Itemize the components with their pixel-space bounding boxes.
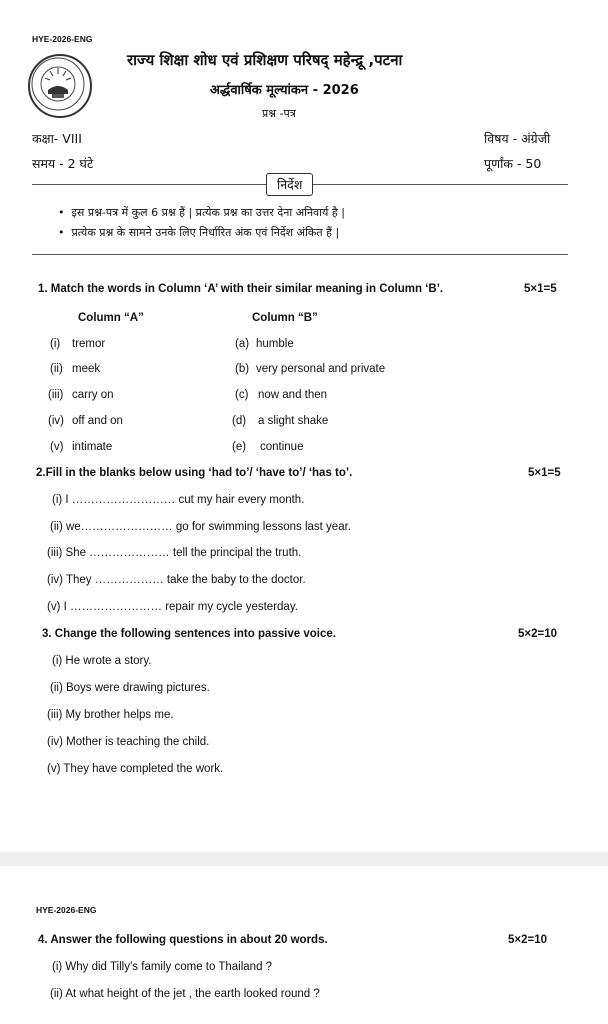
council-emblem-icon (28, 54, 92, 118)
column-a-heading: Column “A” (78, 312, 144, 324)
passive-item: (iii) My brother helps me. (47, 709, 174, 721)
answer-item: (i) Why did Tilly’s family come to Thailand ? (52, 961, 273, 973)
paper-code: HYE-2026-ENG (32, 34, 93, 44)
instruction-item: • प्रत्येक प्रश्न के सामने उनके लिए निर्धारित अंक एवं निर्देश अंकित हैं | (58, 226, 340, 239)
subject-label: विषय - अंग्रेजी (484, 131, 551, 146)
blank-item: (iv) They ……………… take the baby to the doctor. (47, 574, 306, 586)
question-2: 2.Fill in the blanks below using ‘had to’/ ‘have to’/ ‘has to’. (36, 467, 353, 479)
match-b-text: now and then (258, 389, 328, 401)
question-1: 1. Match the words in Column ‘A’ with their similar meaning in Column ‘B’. (38, 283, 444, 295)
match-b-text: continue (260, 441, 304, 453)
page-gap (0, 852, 608, 866)
match-b-num: (c) (235, 389, 249, 401)
question-4-marks: 5×2=10 (508, 934, 548, 946)
paper-code: HYE-2026-ENG (36, 905, 97, 915)
blank-item: (iii) She ………………… tell the principal the truth. (47, 547, 302, 559)
match-a-text: intimate (72, 441, 113, 453)
match-b-num: (d) (232, 415, 247, 427)
marks-label: पूर्णांक - 50 (484, 156, 542, 171)
column-b-heading: Column “B” (252, 312, 318, 324)
match-b-num: (a) (235, 338, 250, 350)
question-2-marks: 5×1=5 (528, 467, 561, 479)
match-a-text: tremor (72, 338, 106, 350)
match-a-text: carry on (72, 389, 114, 401)
instruction-item: • इस प्रश्न-पत्र में कुल 6 प्रश्न हैं | प्रत्येक प्रश्न का उत्तर देना अनिवार्य है | (58, 206, 345, 219)
divider (32, 254, 568, 255)
question-1-marks: 5×1=5 (524, 283, 557, 295)
passive-item: (v) They have completed the work. (47, 763, 224, 775)
time-label: समय - 2 घंटे (32, 156, 94, 171)
match-a-num: (i) (50, 338, 61, 350)
class-label: कक्षा- VIII (32, 131, 82, 146)
paper-label: प्रश्न -पत्र (262, 107, 296, 120)
match-a-num: (iii) (48, 389, 64, 401)
blank-item: (ii) we…………………… go for swimming lessons last year. (50, 521, 351, 533)
passive-item: (iv) Mother is teaching the child. (47, 736, 210, 748)
match-a-num: (ii) (50, 363, 63, 375)
exam-title: अर्द्धवार्षिक मूल्यांकन - 2026 (210, 83, 359, 98)
question-4: 4. Answer the following questions in about 20 words. (38, 934, 328, 946)
match-b-text: a slight shake (258, 415, 329, 427)
match-b-num: (e) (232, 441, 247, 453)
match-b-text: humble (256, 338, 294, 350)
blank-item: (i) I ……………………… cut my hair every month. (52, 494, 305, 506)
match-a-text: off and on (72, 415, 123, 427)
match-b-num: (b) (235, 363, 250, 375)
match-a-num: (v) (50, 441, 64, 453)
question-3-marks: 5×2=10 (518, 628, 558, 640)
question-3: 3. Change the following sentences into passive voice. (42, 628, 336, 640)
council-title: राज्य शिक्षा शोध एवं प्रशिक्षण परिषद् महेन्द्रू ,पटना (127, 51, 403, 69)
answer-item: (ii) At what height of the jet , the earth looked round ? (50, 988, 320, 1000)
match-a-num: (iv) (48, 415, 64, 427)
blank-item: (v) I …………………… repair my cycle yesterday. (47, 601, 298, 613)
passive-item: (i) He wrote a story. (52, 655, 152, 667)
match-a-text: meek (72, 363, 101, 375)
instructions-heading: निर्देश (266, 173, 313, 196)
match-b-text: very personal and private (256, 363, 386, 375)
passive-item: (ii) Boys were drawing pictures. (50, 682, 210, 694)
